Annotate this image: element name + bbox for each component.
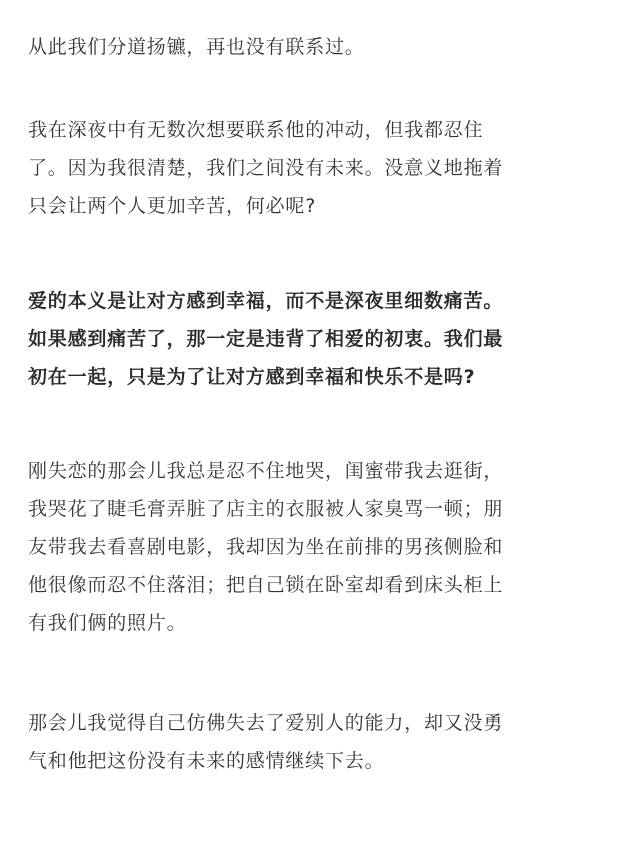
text-line: 有我们俩的照片。 — [28, 612, 187, 634]
text-line: 爱的本义是让对方感到幸福，而不是深夜里细数痛苦。 — [28, 290, 504, 312]
text-line: 气和他把这份没有未来的感情继续下去。 — [28, 750, 385, 772]
text-line: 了。因为我很清楚，我们之间没有未来。没意义地拖着 — [28, 157, 504, 179]
text-line: 友带我去看喜剧电影，我却因为坐在前排的男孩侧脸和 — [28, 536, 504, 558]
paragraph-5 — [28, 704, 503, 780]
text-line: 那会儿我觉得自己仿佛失去了爱别人的能力，却又没勇 — [28, 712, 504, 734]
text-line: 我在深夜中有无数次想要联系他的冲动，但我都忍住 — [28, 119, 484, 141]
text-line: 只会让两个人更加辛苦，何必呢? — [28, 195, 317, 217]
paragraph-3-emphasis — [28, 282, 503, 396]
text-line: 刚失恋的那会儿我总是忍不住地哭，闺蜜带我去逛街， — [28, 460, 504, 482]
text-line: 如果感到痛苦了，那一定是违背了相爱的初衷。我们最 — [28, 328, 504, 350]
paragraph-1 — [28, 28, 365, 66]
paragraph-4 — [28, 452, 503, 642]
text-line: 我哭花了睫毛膏弄脏了店主的衣服被人家臭骂一顿；朋 — [28, 498, 504, 520]
text-line: 从此我们分道扬镳，再也没有联系过。 — [28, 36, 365, 58]
paragraph-2 — [28, 111, 503, 225]
text-line: 初在一起，只是为了让对方感到幸福和快乐不是吗? — [28, 366, 476, 388]
text-line: 他很像而忍不住落泪；把自己锁在卧室却看到床头柜上 — [28, 574, 504, 596]
